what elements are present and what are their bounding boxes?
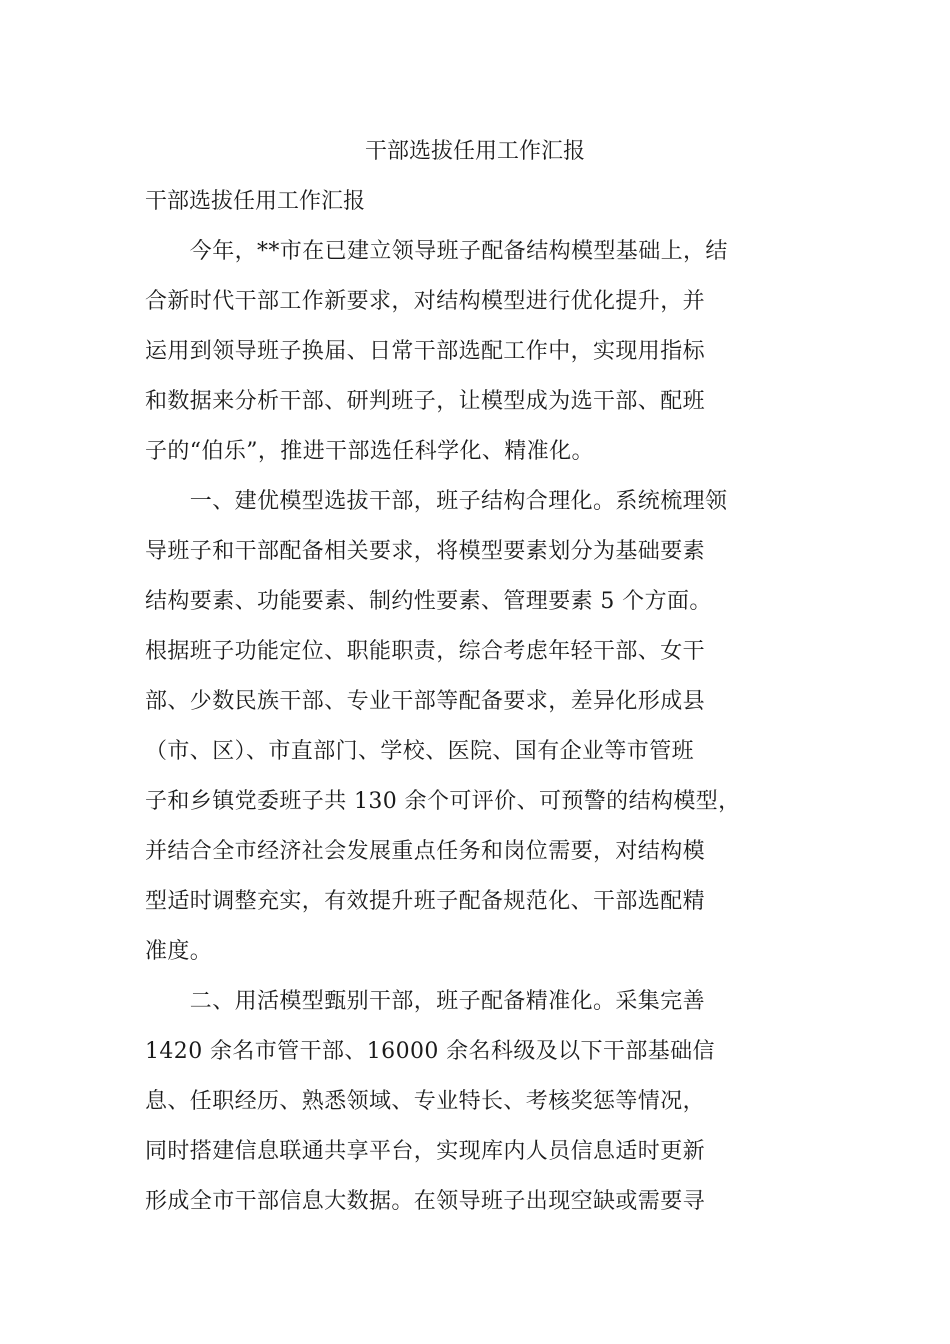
text-line: 运用到领导班子换届、日常干部选配工作中，实现用指标 — [145, 339, 706, 364]
text-line: 合新时代干部工作新要求，对结构模型进行优化提升，并 — [145, 289, 706, 314]
text-line: 1420 余名市管干部、16000 余名科级及以下干部基础信 — [145, 1039, 715, 1064]
text-line: 二、用活模型甄别干部，班子配备精准化。采集完善 — [145, 989, 706, 1014]
text-line: 根据班子功能定位、职能职责，综合考虑年轻干部、女干 — [145, 639, 706, 664]
text-line: 形成全市干部信息大数据。在领导班子出现空缺或需要寻 — [145, 1189, 706, 1214]
text-line: 一、建优模型选拔干部，班子结构合理化。系统梳理领 — [145, 489, 728, 514]
document-subtitle: 干部选拔任用工作汇报 — [145, 189, 366, 214]
text-line: 导班子和干部配备相关要求，将模型要素划分为基础要素 — [145, 539, 706, 564]
text-line: 子和乡镇党委班子共 130 余个可评价、可预警的结构模型， — [145, 789, 741, 814]
text-line: 同时搭建信息联通共享平台，实现库内人员信息适时更新 — [145, 1139, 706, 1164]
text-line: 息、任职经历、熟悉领域、专业特长、考核奖惩等情况， — [145, 1089, 706, 1114]
document-title: 干部选拔任用工作汇报 — [364, 139, 585, 164]
text-line: 型适时调整充实，有效提升班子配备规范化、干部选配精 — [145, 889, 706, 914]
text-line: 今年，**市在已建立领导班子配备结构模型基础上，结 — [145, 239, 728, 264]
text-line: 部、少数民族干部、专业干部等配备要求，差异化形成县 — [145, 689, 706, 714]
text-line: 准度。 — [145, 939, 213, 964]
text-line: 并结合全市经济社会发展重点任务和岗位需要，对结构模 — [145, 839, 706, 864]
text-line: （市、区）、市直部门、学校、医院、国有企业等市管班 — [145, 739, 695, 764]
text-line: 和数据来分析干部、研判班子，让模型成为选干部、配班 — [145, 389, 706, 414]
text-line: 结构要素、功能要素、制约性要素、管理要素 5 个方面。 — [145, 589, 712, 614]
text-line: 子的“伯乐”，推进干部选任科学化、精准化。 — [145, 439, 594, 464]
